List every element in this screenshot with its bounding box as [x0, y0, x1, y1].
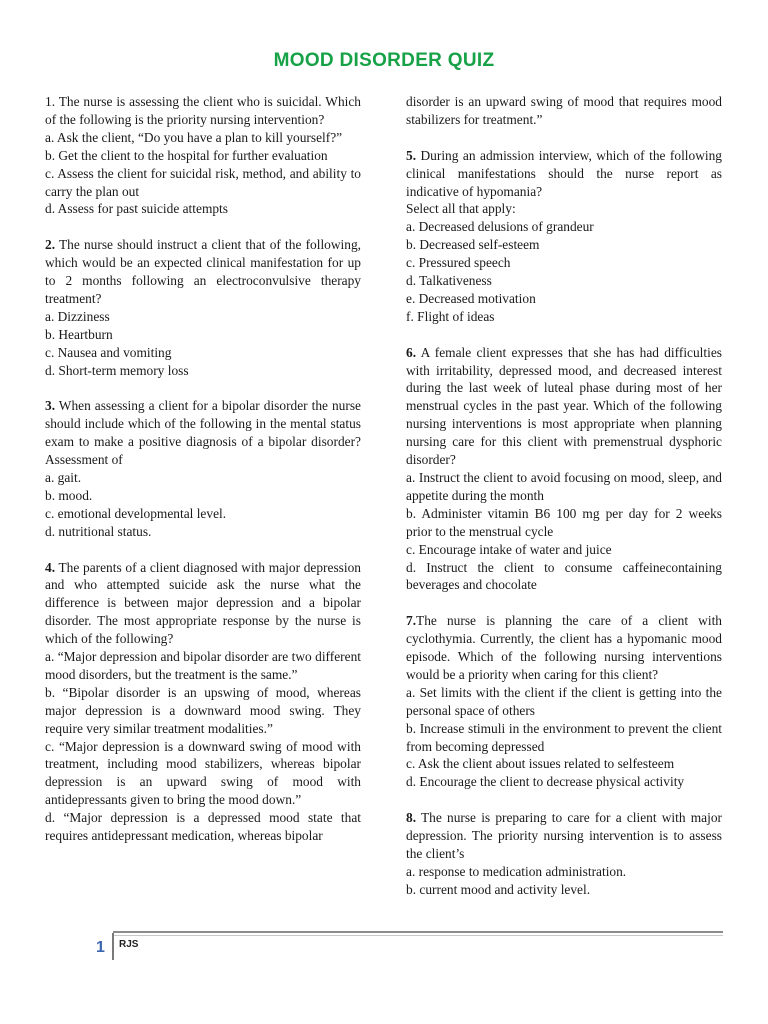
question-2-option-c: c. Nausea and vomiting	[45, 344, 172, 360]
question-6	[406, 344, 722, 595]
question-3-option-b: b. mood.	[45, 487, 93, 503]
question-2-option-a: a. Dizziness	[45, 308, 110, 324]
question-3-option-c: c. emotional developmental level.	[45, 505, 227, 521]
question-4-option-a: a. “Major depression and bipolar disorder are two different mood disorders, but the treatment is the same.”	[45, 649, 361, 682]
question-8-stem	[406, 809, 722, 863]
question-4-continuation: disorder is an upward swing of mood that requires mood stabilizers for treatment.”	[406, 94, 722, 127]
question-5-stem	[406, 147, 722, 201]
footer-separator	[112, 933, 114, 960]
question-6-stem	[406, 344, 722, 469]
question-7-option-c: c. Ask the client about issues related to selfesteem	[406, 756, 675, 772]
question-3-stem	[45, 397, 361, 469]
question-8-option-b: b. current mood and activity level.	[406, 881, 591, 897]
question-5-option-f: f. Flight of ideas	[406, 308, 495, 324]
question-4-option-d: d. “Major depression is a depressed mood state that requires antidepressant medication, whereas bipolar	[45, 810, 361, 844]
footer-divider-secondary	[113, 935, 723, 936]
question-7-number: 7.	[406, 613, 417, 629]
question-3	[45, 397, 361, 540]
question-6-text: A female client expresses that she has had difficulties with irritability, depressed mood, and decreased interest during the last week of luteal phase during most of her menstrual cycles in the past year. Which of the following nursing interventions is most appropriate when planning nursing care for this client with premenstrual dysphoric disorder?	[406, 344, 722, 468]
question-5-option-a: a. Decreased delusions of grandeur	[406, 219, 594, 235]
question-7-option-a: a. Set limits with the client if the client is getting into the personal space of others	[406, 684, 722, 718]
question-5-option-b: b. Decreased self-esteem	[406, 237, 540, 253]
question-2-option-b: b. Heartburn	[45, 326, 113, 342]
question-1	[45, 93, 361, 218]
question-1-option-a: a. Ask the client, “Do you have a plan to kill yourself?”	[45, 129, 343, 145]
question-1-option-d: d. Assess for past suicide attempts	[45, 201, 228, 217]
question-4-continued	[406, 93, 722, 129]
question-4-option-b: b. “Bipolar disorder is an upswing of mood, whereas major depression is a downward mood swing. They require very similar treatment modalities.”	[45, 684, 361, 736]
question-2	[45, 236, 361, 379]
question-2-number: 2.	[45, 237, 56, 253]
question-1-stem: 1. The nurse is assessing the client who is suicidal. Which of the following is the priority nursing intervention?	[45, 94, 361, 127]
question-5	[406, 147, 722, 326]
question-4-text: The parents of a client diagnosed with major depression and who attempted suicide ask the nurse what the difference is between major depression and a bipolar disorder. The most appropriate response by the nurse is which of the following?	[45, 559, 361, 647]
question-5-option-e: e. Decreased motivation	[406, 290, 536, 306]
question-1-option-c: c. Assess the client for suicidal risk, method, and ability to carry the plan out	[45, 165, 361, 199]
question-6-option-b: b. Administer vitamin B6 100 mg per day for 2 weeks prior to the menstrual cycle	[406, 505, 722, 539]
question-5-text: During an admission interview, which of the following clinical manifestations should the nurse report as indicative of hypomania?	[406, 147, 722, 199]
question-2-text: The nurse should instruct a client that of the following, which would be an expected clinical manifestation for up to 2 months following an electroconvulsive therapy treatment?	[45, 237, 361, 306]
question-3-option-a: a. gait.	[45, 470, 82, 485]
question-6-option-c: c. Encourage intake of water and juice	[406, 541, 612, 557]
page-number: 1	[96, 939, 105, 956]
question-7-option-b: b. Increase stimuli in the environment to prevent the client from becoming depressed	[406, 720, 722, 754]
quiz-title: MOOD DISORDER QUIZ	[273, 50, 495, 71]
question-4-number: 4.	[45, 559, 56, 575]
question-3-option-d: d. nutritional status.	[45, 523, 152, 539]
question-5-number: 5.	[406, 147, 417, 163]
right-column	[406, 93, 722, 917]
question-7	[406, 612, 722, 791]
question-2-option-d: d. Short-term memory loss	[45, 362, 189, 378]
question-6-option-d: d. Instruct the client to consume caffeinecontaining beverages and chocolate	[406, 559, 722, 593]
question-8-number: 8.	[406, 810, 417, 826]
question-7-option-d: d. Encourage the client to decrease physical activity	[406, 774, 685, 790]
question-4	[45, 559, 361, 846]
question-5-option-d: d. Talkativeness	[406, 273, 492, 289]
footer-divider	[113, 931, 723, 933]
question-7-text: The nurse is planning the care of a client with cyclothymia. Currently, the client has a hypomanic mood episode. Which of the following nursing interventions would be a priority when caring for this client?	[406, 613, 722, 682]
question-8	[406, 809, 722, 899]
question-8-option-a: a. response to medication administration.	[406, 863, 627, 879]
question-6-option-a: a. Instruct the client to avoid focusing on mood, sleep, and appetite during the month	[406, 470, 722, 503]
question-4-option-c: c. “Major depression is a downward swing of mood with treatment, including mood stabilizers, whereas bipolar depression is an upward swing of mood with antidepressants given to bring the mood down.”	[45, 738, 361, 808]
question-8-text: The nurse is preparing to care for a client with major depression. The priority nursing intervention is to assess the client’s	[406, 810, 722, 861]
question-3-text: When assessing a client for a bipolar disorder the nurse should include which of the following in the mental status exam to make a positive diagnosis of a bipolar disorder? Assessment of	[45, 398, 361, 468]
question-6-number: 6.	[406, 344, 417, 360]
question-3-number: 3.	[45, 398, 56, 414]
question-2-stem	[45, 236, 361, 308]
question-5-option-c: c. Pressured speech	[406, 255, 511, 271]
left-column	[45, 93, 361, 863]
author-initials: RJS	[119, 939, 139, 950]
question-1-option-b: b. Get the client to the hospital for further evaluation	[45, 147, 328, 163]
question-4-stem	[45, 559, 361, 649]
question-5-instruction: Select all that apply:	[406, 201, 516, 217]
question-7-stem	[406, 612, 722, 684]
